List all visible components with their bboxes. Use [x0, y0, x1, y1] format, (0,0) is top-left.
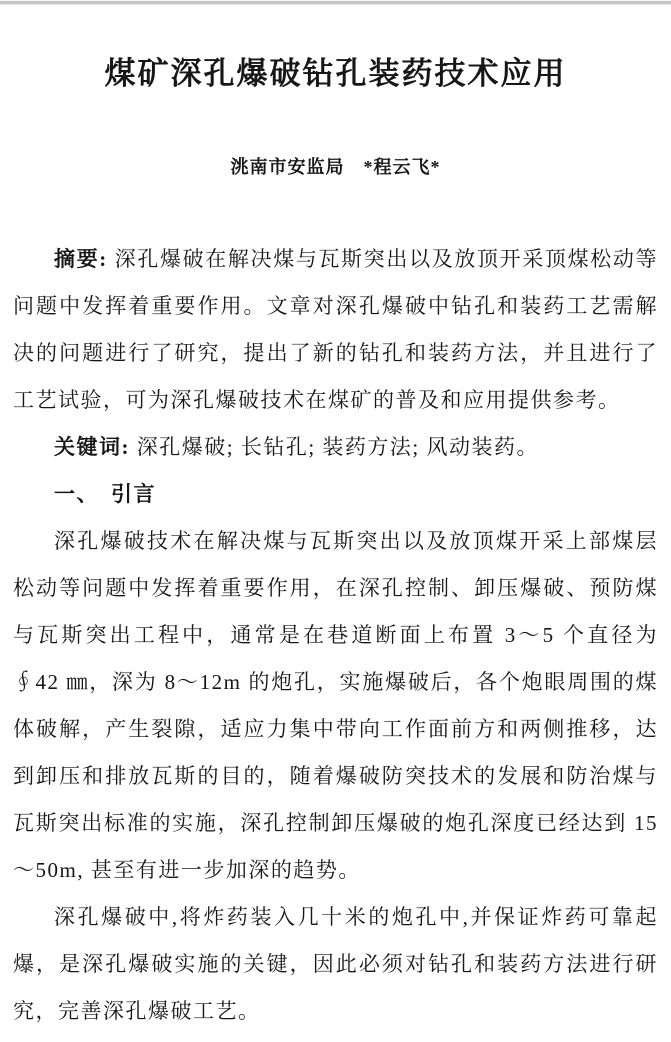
keywords-label: 关键词: [54, 435, 130, 459]
top-border [0, 0, 671, 5]
author-line: 洮南市安监局 *程云飞* [230, 157, 441, 177]
abstract-text: 深孔爆破在解决煤与瓦斯突出以及放顶开采顶煤松动等问题中发挥着重要作用。文章对深孔爆破中钻孔和装药工艺需解决的问题进行了研究，提出了新的钻孔和装药方法，并且进行了工艺试验，可为深孔爆破技术在煤矿的普及和应用提供参考。 [13, 247, 659, 412]
keywords-text: 深孔爆破; 长钻孔; 装药方法; 风动装药。 [130, 435, 540, 459]
section-heading-introduction: 一、 引言 [54, 482, 156, 506]
page-title: 煤矿深孔爆破钻孔装药技术应用 [104, 56, 567, 91]
abstract-label: 摘要: [54, 247, 108, 271]
document-page [0, 54, 671, 1035]
abstract-paragraph [13, 236, 658, 424]
body-paragraph: 深孔爆破中,将炸药装入几十米的炮孔中,并保证炸药可靠起爆，是深孔爆破实施的关键，因此必须对钻孔和装药方法进行研究，完善深孔爆破工艺。 [13, 905, 658, 1023]
document-body [13, 236, 658, 1035]
keywords-paragraph [13, 424, 658, 471]
body-paragraph: 深孔爆破技术在解决煤与瓦斯突出以及放顶煤开采上部煤层松动等问题中发挥着重要作用，在深孔控制、卸压爆破、预防煤与瓦斯突出工程中，通常是在巷道断面上布置 3～5 个直径为 ∮42 ㎜，深为 8～12m 的炮孔，实施爆破后，各个炮眼周围的煤体破解，产生裂隙，适应力集中带向工作面前方和两侧推移，达到卸压和排放瓦斯的目的，随着爆破防突技术的发展和防治煤与瓦斯突出标准的实施，深孔控制卸压爆破的炮孔深度已经达到 15～50m, 甚至有进一步加深的趋势。 [13, 529, 658, 882]
